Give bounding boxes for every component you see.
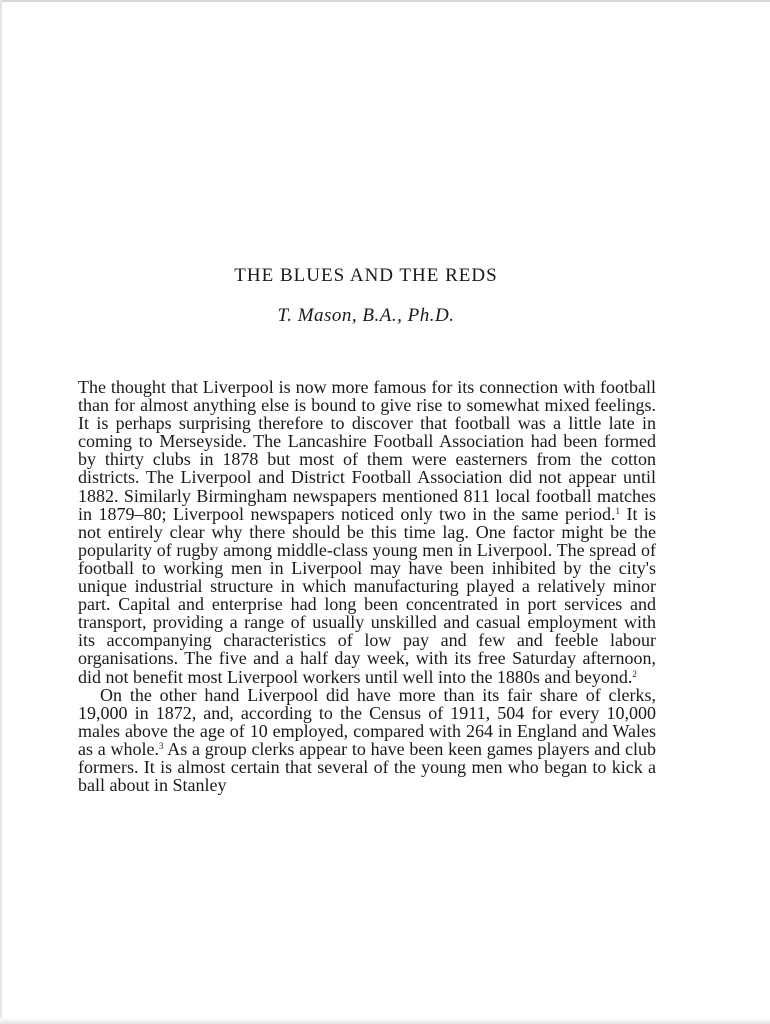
paragraph-text: It is not entirely clear why there should be this time lag. One factor might be the popularity of rugby among middle-class young men in Liverpool. The spread of football to working men in Liverpool may have been inhibited by the city's unique industrial structure in which manufacturing played a relatively minor part. Capital and enterprise had long been concentrated in port services and transport, providing a range of usually unskilled and casual employment with its accompanying characteristics of low pay and few and feeble labour organisations. The five and a half day week, with its free Saturday afternoon, did not benefit most Liverpool workers until well into the 1880s and beyond. xyxy=(78,503,656,687)
page-left-edge xyxy=(0,0,2,1024)
article-author: T. Mason, B.A., Ph.D. xyxy=(277,305,455,326)
page-bottom-edge xyxy=(0,1018,770,1024)
footnote-marker: 1 xyxy=(615,505,620,516)
paragraph-1 xyxy=(78,378,656,686)
article-body xyxy=(78,378,656,794)
footnote-marker: 3 xyxy=(158,740,164,751)
article-title: THE BLUES AND THE REDS xyxy=(234,265,498,286)
paragraph-text: As a group clerks appear to have been keen games players and club formers. It is almost certain that several of the young men who began to kick a ball about in Stanley xyxy=(78,738,656,796)
page-top-edge xyxy=(0,0,770,2)
footnote-marker: 2 xyxy=(632,668,637,679)
paragraph-2 xyxy=(78,686,656,795)
paragraph-text: On the other hand Liverpool did have more than its fair share of clerks, 19,000 in 1872, and, according to the Census of 1911, 504 for every 10,000 males above the age of 10 employed, compared with 264 in England and Wales as a whole. xyxy=(78,684,656,759)
paragraph-text: The thought that Liverpool is now more famous for its connection with football than for almost anything else is bound to give rise to somewhat mixed feelings. It is perhaps surprising therefore to discover that football was a little late in coming to Merseyside. The Lancashire Football Association had been formed by thirty clubs in 1878 but most of them were easterners from the cotton districts. The Liverpool and District Football Association did not appear until 1882. Similarly Birmingham newspapers mentioned 811 local football matches in 1879–80; Liverpool newspapers noticed only two in the same period. xyxy=(78,377,656,524)
